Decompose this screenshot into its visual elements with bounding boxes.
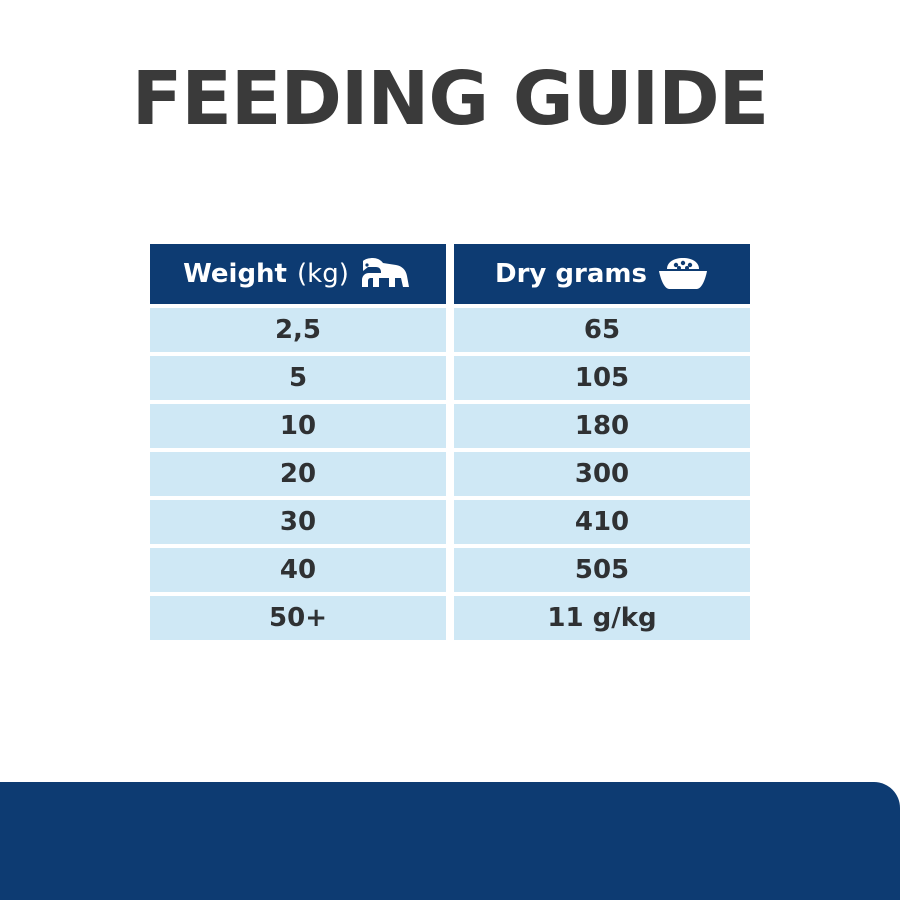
- table-row: [150, 452, 750, 496]
- table-header: [150, 244, 750, 304]
- cell-dry-grams: 11 g/kg: [454, 596, 750, 640]
- cell-weight: 5: [150, 356, 446, 400]
- table-row: [150, 500, 750, 544]
- cell-dry-grams: 65: [454, 308, 750, 352]
- feeding-table: [142, 240, 758, 644]
- cell-weight: 10: [150, 404, 446, 448]
- footer-bar: [0, 782, 900, 900]
- cell-dry-grams: 300: [454, 452, 750, 496]
- cell-dry-grams: 105: [454, 356, 750, 400]
- page-title: FEEDING GUIDE: [131, 56, 769, 142]
- cell-weight: 20: [150, 452, 446, 496]
- column-header-dry-grams-label: Dry grams: [495, 259, 647, 289]
- column-header-weight: [150, 244, 446, 304]
- cell-dry-grams: 180: [454, 404, 750, 448]
- table-header-row: [150, 244, 750, 304]
- cell-dry-grams: 505: [454, 548, 750, 592]
- dog-icon: [359, 257, 413, 291]
- table-row: [150, 596, 750, 640]
- table-body: [150, 308, 750, 640]
- table-row: [150, 356, 750, 400]
- column-header-weight-unit: (kg): [297, 259, 349, 289]
- cell-weight: 30: [150, 500, 446, 544]
- cell-weight: 2,5: [150, 308, 446, 352]
- table-row: [150, 308, 750, 352]
- food-bowl-icon: [657, 257, 709, 291]
- cell-weight: 40: [150, 548, 446, 592]
- feeding-table-container: [142, 240, 758, 644]
- column-header-dry-grams: [454, 244, 750, 304]
- column-header-weight-label: Weight: [183, 259, 287, 289]
- table-row: [150, 404, 750, 448]
- cell-weight: 50+: [150, 596, 446, 640]
- table-row: [150, 548, 750, 592]
- cell-dry-grams: 410: [454, 500, 750, 544]
